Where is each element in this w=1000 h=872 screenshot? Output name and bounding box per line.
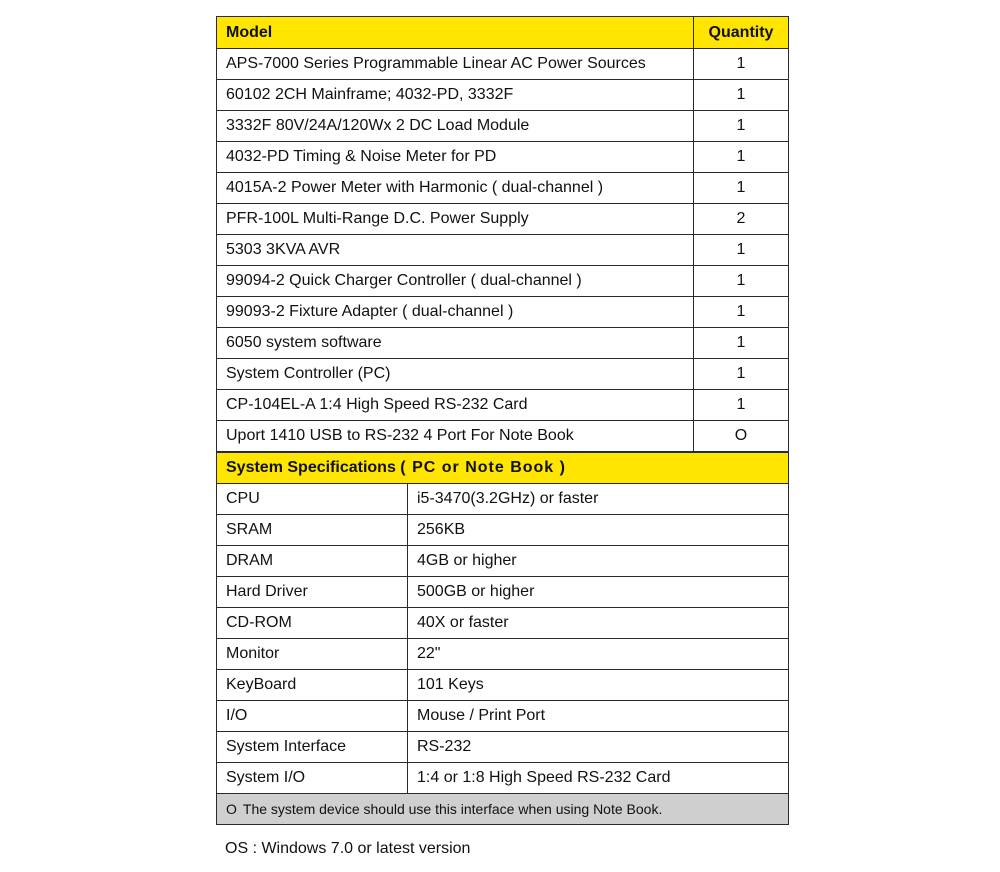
table-row — [217, 49, 789, 80]
model-cell: 4015A-2 Power Meter with Harmonic ( dual-channel ) — [217, 173, 694, 204]
quantity-cell: 1 — [694, 49, 789, 80]
table-row — [217, 297, 789, 328]
quantity-cell: 2 — [694, 204, 789, 235]
model-cell: CP-104EL-A 1:4 High Speed RS-232 Card — [217, 390, 694, 421]
spec-value: 101 Keys — [408, 670, 789, 701]
spec-label: Monitor — [217, 639, 408, 670]
spec-label: CD-ROM — [217, 608, 408, 639]
quantity-cell: 1 — [694, 111, 789, 142]
table-row — [217, 328, 789, 359]
spec-label: KeyBoard — [217, 670, 408, 701]
spec-row — [217, 546, 789, 577]
quantity-cell: 1 — [694, 297, 789, 328]
quantity-cell: 1 — [694, 390, 789, 421]
model-cell: 3332F 80V/24A/120Wx 2 DC Load Module — [217, 111, 694, 142]
spec-label: System I/O — [217, 763, 408, 794]
table-row — [217, 390, 789, 421]
specs-title-paren: ( PC or Note Book ) — [400, 459, 566, 476]
model-cell: 99094-2 Quick Charger Controller ( dual-channel ) — [217, 266, 694, 297]
spec-value: 4GB or higher — [408, 546, 789, 577]
spec-row — [217, 701, 789, 732]
table-row — [217, 421, 789, 452]
model-cell: 60102 2CH Mainframe; 4032-PD, 3332F — [217, 80, 694, 111]
note-row — [217, 794, 789, 825]
spec-value: i5-3470(3.2GHz) or faster — [408, 484, 789, 515]
spec-label: Hard Driver — [217, 577, 408, 608]
model-cell: APS-7000 Series Programmable Linear AC Power Sources — [217, 49, 694, 80]
note-circle-symbol: O — [226, 801, 237, 817]
note-cell — [217, 794, 789, 825]
spec-value: 256KB — [408, 515, 789, 546]
note-text: The system device should use this interface when using Note Book. — [242, 801, 663, 817]
spec-value: 500GB or higher — [408, 577, 789, 608]
spec-row — [217, 515, 789, 546]
spec-value: Mouse / Print Port — [408, 701, 789, 732]
spec-row — [217, 484, 789, 515]
spec-label: DRAM — [217, 546, 408, 577]
model-header: Model — [217, 17, 694, 49]
model-cell: 5303 3KVA AVR — [217, 235, 694, 266]
equipment-table — [216, 16, 789, 452]
table-row — [217, 80, 789, 111]
spec-row — [217, 608, 789, 639]
spec-value: 1:4 or 1:8 High Speed RS-232 Card — [408, 763, 789, 794]
spec-sheet — [216, 16, 788, 825]
model-cell: PFR-100L Multi-Range D.C. Power Supply — [217, 204, 694, 235]
model-cell: 99093-2 Fixture Adapter ( dual-channel ) — [217, 297, 694, 328]
quantity-cell: 1 — [694, 173, 789, 204]
table-row — [217, 359, 789, 390]
spec-label: CPU — [217, 484, 408, 515]
table-row — [217, 204, 789, 235]
spec-label: SRAM — [217, 515, 408, 546]
spec-value: 22" — [408, 639, 789, 670]
quantity-cell: 1 — [694, 80, 789, 111]
model-cell: 6050 system software — [217, 328, 694, 359]
quantity-cell: 1 — [694, 142, 789, 173]
spec-row — [217, 639, 789, 670]
os-requirement: OS : Windows 7.0 or latest version — [225, 840, 471, 857]
spec-row — [217, 577, 789, 608]
spec-row — [217, 670, 789, 701]
specs-title-row — [217, 453, 789, 484]
model-cell: 4032-PD Timing & Noise Meter for PD — [217, 142, 694, 173]
specs-title — [217, 453, 789, 484]
specs-title-text: System Specifications — [226, 459, 396, 476]
spec-value: 40X or faster — [408, 608, 789, 639]
table-row — [217, 142, 789, 173]
table-header-row — [217, 17, 789, 49]
model-cell: Uport 1410 USB to RS-232 4 Port For Note Book — [217, 421, 694, 452]
spec-label: System Interface — [217, 732, 408, 763]
quantity-cell: 1 — [694, 328, 789, 359]
table-row — [217, 235, 789, 266]
quantity-cell: 1 — [694, 266, 789, 297]
quantity-cell: O — [694, 421, 789, 452]
table-row — [217, 266, 789, 297]
quantity-cell: 1 — [694, 359, 789, 390]
quantity-cell: 1 — [694, 235, 789, 266]
spec-row — [217, 732, 789, 763]
spec-row — [217, 763, 789, 794]
table-row — [217, 111, 789, 142]
spec-value: RS-232 — [408, 732, 789, 763]
quantity-header: Quantity — [694, 17, 789, 49]
model-cell: System Controller (PC) — [217, 359, 694, 390]
spec-label: I/O — [217, 701, 408, 732]
table-row — [217, 173, 789, 204]
specs-table — [216, 452, 789, 825]
